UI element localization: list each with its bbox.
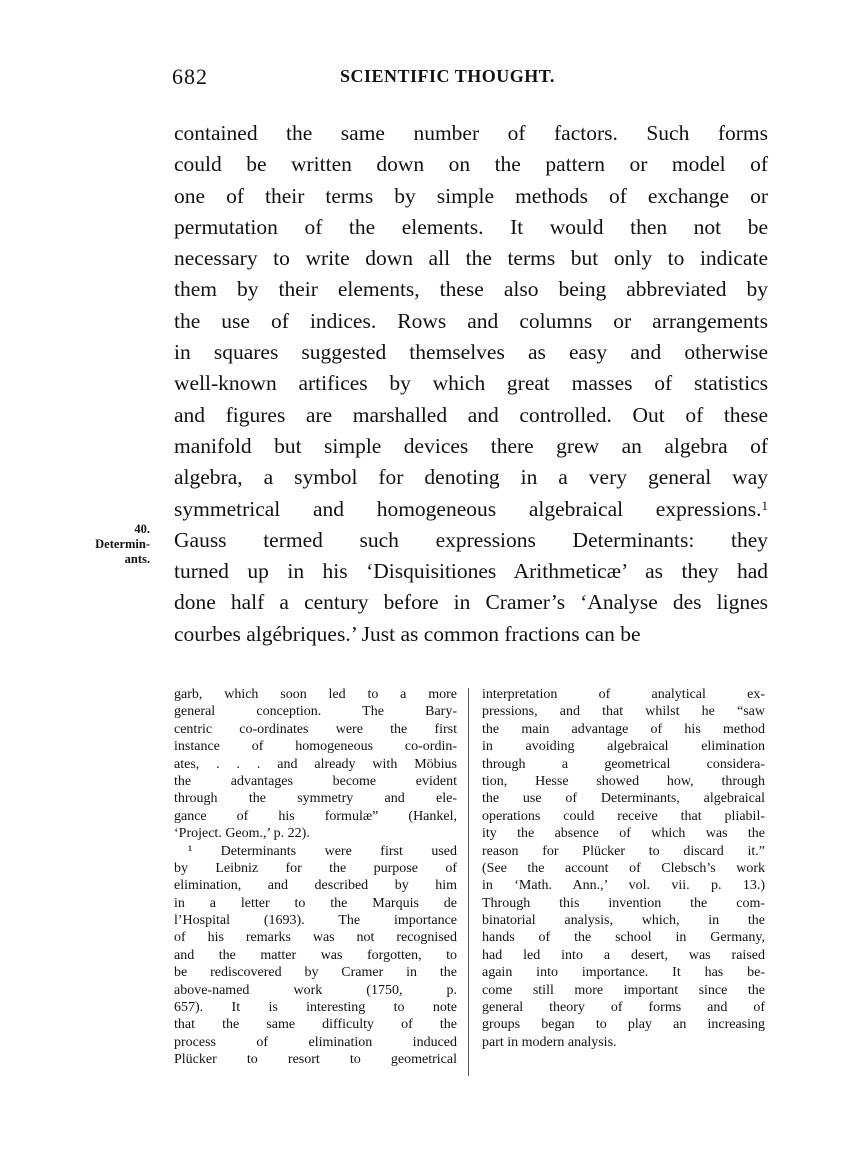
footnote-line: ity the absence of which was the xyxy=(482,826,765,842)
footnote-line: ¹ Determinants were first used xyxy=(188,843,457,859)
footnote-line: operations could receive that pliabil- xyxy=(482,808,765,824)
page-number: 682 xyxy=(172,64,208,89)
footnote-line: again into importance. It has be- xyxy=(482,965,765,981)
body-text xyxy=(174,118,768,650)
footnote-line: Through this invention the com- xyxy=(482,895,765,911)
footnote-line: (See the account of Clebsch’s work xyxy=(482,860,765,876)
footnote-line: come still more important since the xyxy=(482,982,765,998)
body-line: the use of indices. Rows and columns or arrangements xyxy=(174,308,768,333)
footnote-line: binatorial analysis, which, in the xyxy=(482,913,765,929)
footnote-line: process of elimination induced xyxy=(174,1034,457,1050)
body-line: them by their elements, these also being abbreviated by xyxy=(174,277,768,302)
body-line: contained the same number of factors. Such forms xyxy=(174,121,768,145)
footnote-line: general conception. The Bary- xyxy=(174,704,457,720)
footnote-line: through the symmetry and ele- xyxy=(174,791,457,807)
footnote-line: gance of his formulæ” (Hankel, xyxy=(174,808,457,824)
footnote-line: be rediscovered by Cramer in the xyxy=(174,965,457,981)
body-line: turned up in his ‘Disquisitiones Arithmeticæ’ as they had xyxy=(174,559,768,584)
body-line: permutation of the elements. It would then not be xyxy=(174,214,768,239)
footnote-column-right xyxy=(482,686,765,1051)
footnotes xyxy=(174,686,770,1086)
footnote-line: the main advantage of his method xyxy=(482,721,765,737)
footnote-line: hands of the school in Germany, xyxy=(482,930,765,946)
footnote-line: of his remarks was not recognised xyxy=(174,930,457,946)
body-line: and figures are marshalled and controlled. Out of these xyxy=(174,402,768,427)
footnote-line: the use of Determinants, algebraical xyxy=(482,791,765,807)
running-title: SCIENTIFIC THOUGHT. xyxy=(340,66,555,86)
footnote-line: instance of homogeneous co-ordin- xyxy=(174,739,457,755)
footnote-line: general theory of forms and of xyxy=(482,1000,765,1016)
footnote-line: and the matter was forgotten, to xyxy=(174,947,457,963)
page-header xyxy=(172,64,770,100)
body-line: well-known artifices by which great masses of statistics xyxy=(174,371,768,396)
footnote-line: reason for Plücker to discard it.” xyxy=(482,843,765,859)
margin-note-number: 40. xyxy=(134,522,150,536)
body-line: Gauss termed such expressions Determinants: they xyxy=(174,527,768,552)
footnote-column-left xyxy=(174,686,457,1069)
body-line-with-footnote-ref xyxy=(174,494,768,525)
body-line-text: symmetrical and homogeneous algebraical expressions. xyxy=(174,496,762,521)
body-line: in squares suggested themselves as easy and otherwise xyxy=(174,340,768,365)
footnote-line: ates, . . . and already with Möbius xyxy=(174,756,457,772)
footnote-line: tion, Hesse showed how, through xyxy=(482,773,765,789)
footnote-line: centric co-ordinates were the first xyxy=(174,721,457,737)
margin-note xyxy=(86,522,150,567)
footnote-line: pressions, and that whilst he “saw xyxy=(482,704,765,720)
body-line: manifold but simple devices there grew an algebra of xyxy=(174,433,768,458)
body-line: one of their terms by simple methods of exchange or xyxy=(174,183,768,208)
body-line: could be written down on the pattern or model of xyxy=(174,152,768,177)
footnote-line: part in modern analysis. xyxy=(482,1034,617,1050)
footnote-line: that the same difficulty of the xyxy=(174,1017,457,1033)
footnote-line: by Leibniz for the purpose of xyxy=(174,860,457,876)
footnote-line: elimination, and described by him xyxy=(174,878,457,894)
footnote-line: above-named work (1750, p. xyxy=(174,982,457,998)
footnote-line: Plücker to resort to geometrical xyxy=(174,1052,457,1068)
footnote-line: l’Hospital (1693). The importance xyxy=(174,913,457,929)
footnote-line: 657). It is interesting to note xyxy=(174,1000,457,1016)
footnote-line: garb, which soon led to a more xyxy=(174,687,457,702)
footnote-ref-marker: 1 xyxy=(761,497,768,513)
footnote-line: ‘Project. Geom.,’ p. 22). xyxy=(174,826,310,842)
footnote-line: in ‘Math. Ann.,’ vol. vii. p. 13.) xyxy=(482,878,765,894)
body-line: algebra, a symbol for denoting in a very general way xyxy=(174,465,768,490)
margin-note-label-1: Determin- xyxy=(95,537,150,551)
body-line: courbes algébriques.’ Just as common fractions can be xyxy=(174,621,641,646)
column-divider xyxy=(468,688,469,1076)
footnote-line: the advantages become evident xyxy=(174,773,457,789)
footnote-line: through a geometrical considera- xyxy=(482,756,765,772)
footnote-line: in a letter to the Marquis de xyxy=(174,895,457,911)
footnote-line: had led into a desert, was raised xyxy=(482,947,765,963)
body-line: necessary to write down all the terms but only to indicate xyxy=(174,246,768,271)
footnote-line: groups began to play an increasing xyxy=(482,1017,765,1033)
footnote-line: in avoiding algebraical elimination xyxy=(482,739,765,755)
margin-note-label-2: ants. xyxy=(124,552,150,566)
footnote-line: interpretation of analytical ex- xyxy=(482,687,765,702)
body-line: done half a century before in Cramer’s ‘Analyse des lignes xyxy=(174,590,768,615)
